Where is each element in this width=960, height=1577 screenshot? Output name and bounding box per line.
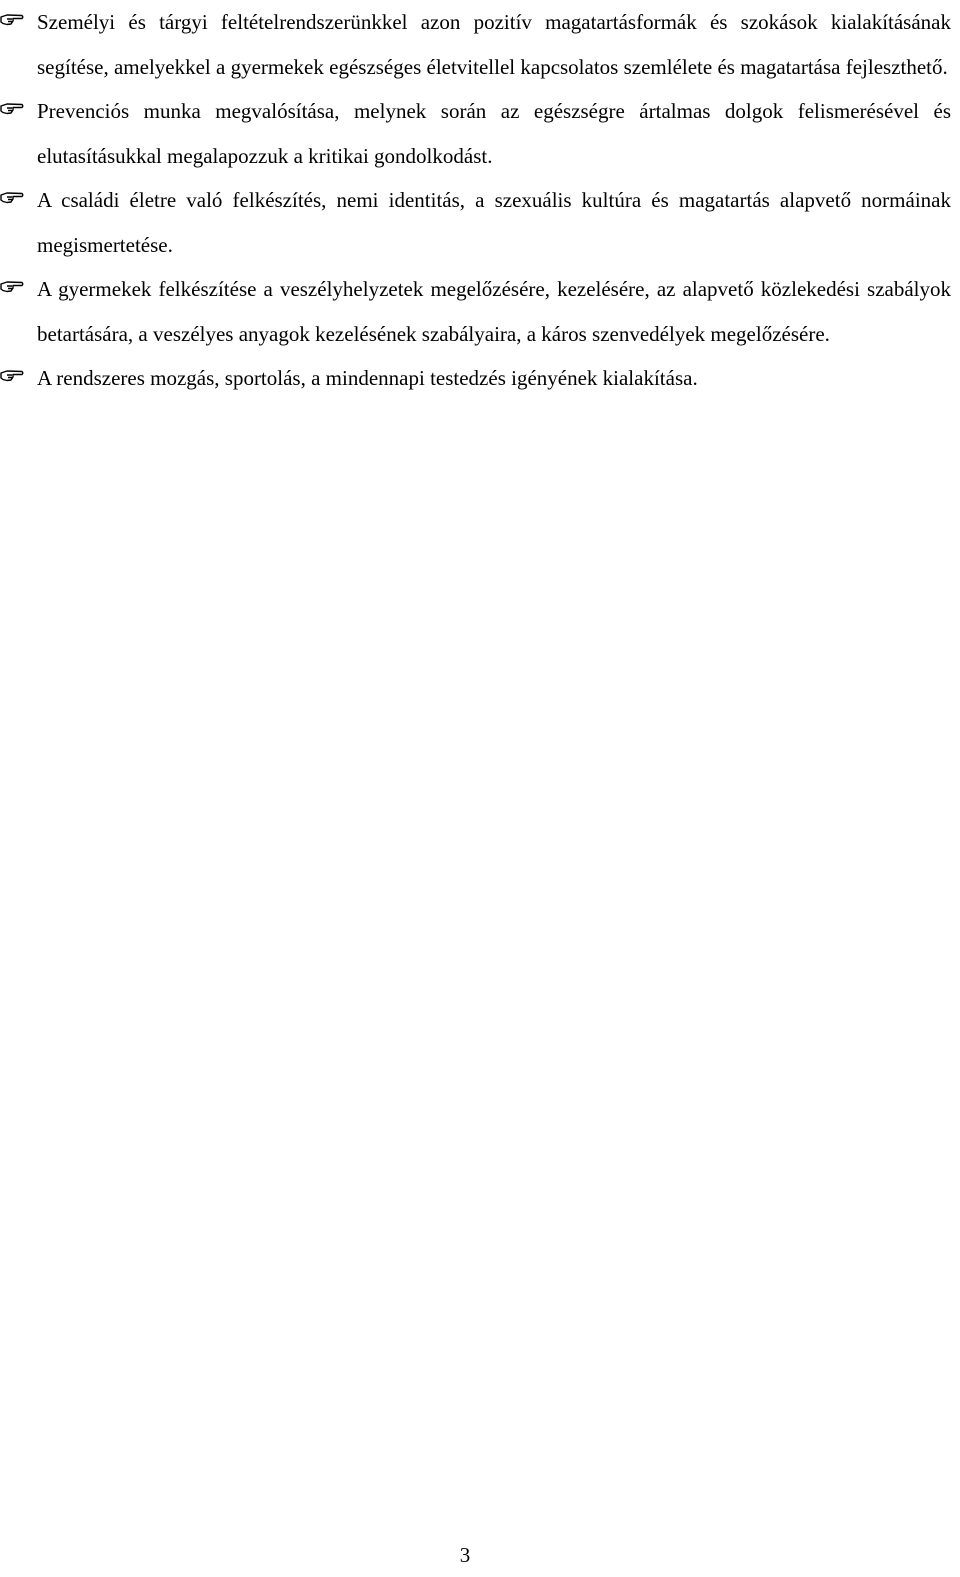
bullet-list <box>0 0 960 401</box>
list-item <box>0 267 960 356</box>
pointing-hand-icon <box>0 280 24 294</box>
list-item <box>0 0 960 89</box>
pointing-hand-icon <box>0 191 24 205</box>
list-item-text: A családi életre való felkészítés, nemi identitás, a szexuális kultúra és magatartás alapvető normáinak megismertetése. <box>37 188 951 257</box>
pointing-hand-icon <box>0 102 24 116</box>
page-number: 3 <box>459 1543 471 1567</box>
list-item <box>0 178 960 267</box>
list-item <box>0 89 960 178</box>
list-item-text: Prevenciós munka megvalósítása, melynek során az egészségre ártalmas dolgok felismerésével és elutasításukkal megalapozzuk a kritikai gondolkodást. <box>37 99 951 168</box>
list-item-text: A gyermekek felkészítése a veszélyhelyzetek megelőzésére, kezelésére, az alapvető közlekedési szabályok betartására, a veszélyes anyagok kezelésének szabályaira, a káros szenvedélyek megelőzésére. <box>37 277 951 346</box>
list-item-text: Személyi és tárgyi feltételrendszerünkkel azon pozitív magatartásformák és szokások kialakításának segítése, amelyekkel a gyermekek egészséges életvitellel kapcsolatos szemlélete és magatartása fejleszthető. <box>37 10 951 79</box>
pointing-hand-icon <box>0 369 24 383</box>
list-item-text: A rendszeres mozgás, sportolás, a mindennapi testedzés igényének kialakítása. <box>37 366 698 390</box>
list-item <box>0 356 960 401</box>
pointing-hand-icon <box>0 13 24 27</box>
